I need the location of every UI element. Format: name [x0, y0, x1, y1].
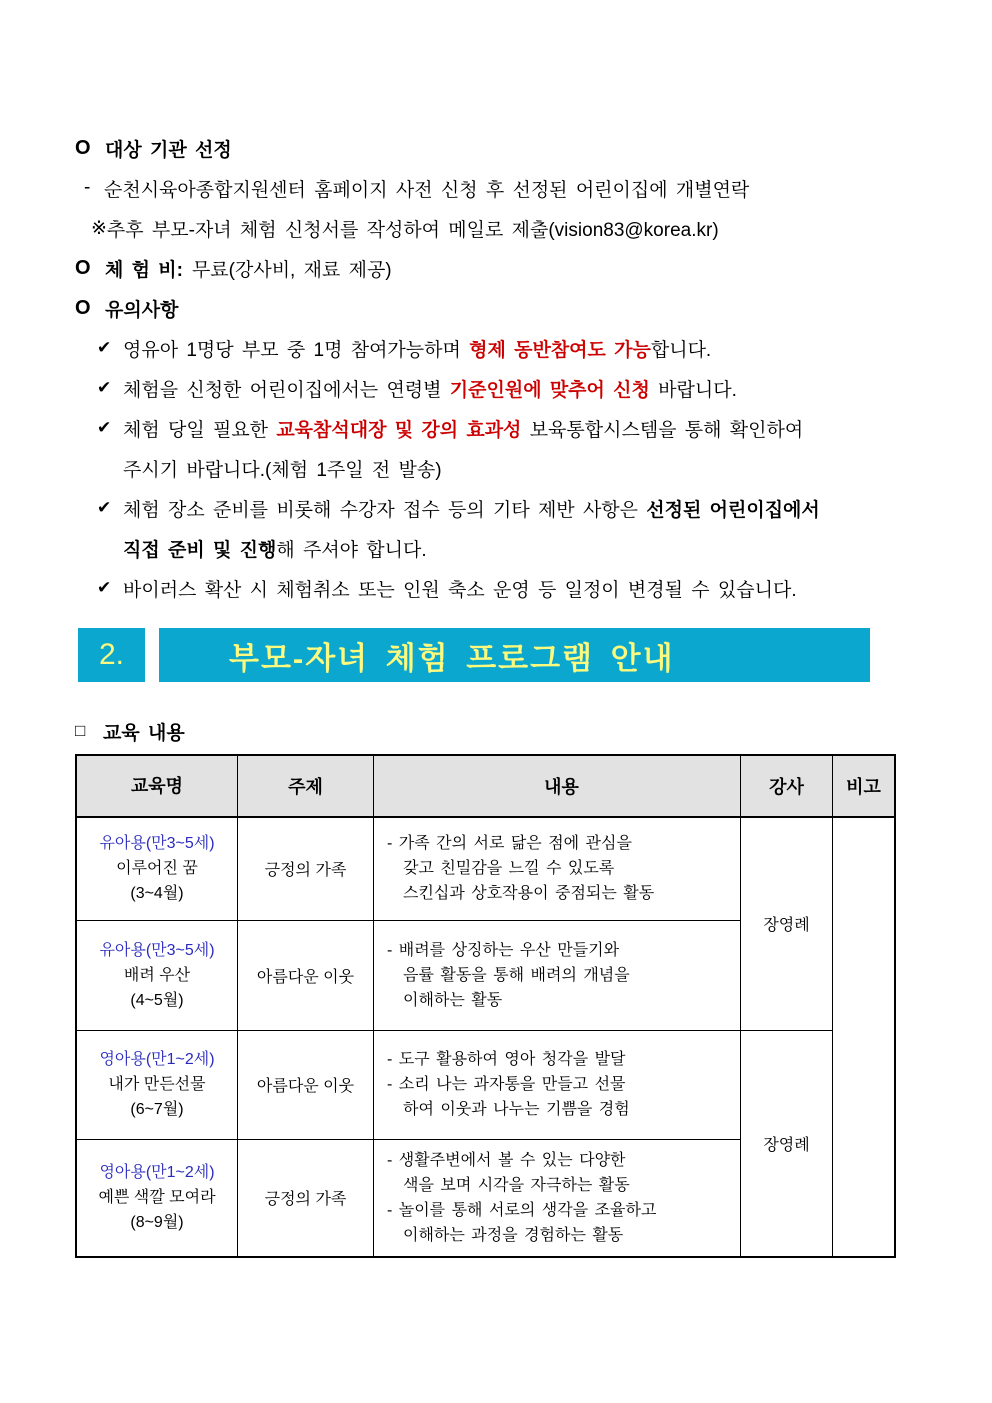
check-bullet: ✔: [97, 418, 112, 437]
caution-text: 체험 당일 필요한 교육참석대장 및 강의 효과성 보육통합시스템을 통해 확인하여: [123, 419, 804, 441]
emphasis-bold-text: 선정된 어린이집에서: [646, 499, 820, 521]
topic-cell: 아름다운 이웃: [238, 920, 374, 1030]
caution-text: 영유아 1명당 부모 중 1명 참여가능하며 형제 동반참여도 가능합니다.: [123, 339, 712, 361]
caution-item: [75, 328, 952, 368]
col-header-instructor: 강사: [741, 755, 833, 817]
check-bullet: ✔: [97, 578, 112, 597]
remark-cell: [833, 817, 896, 1257]
topic-cell: 긍정의 가족: [238, 1139, 374, 1257]
square-bullet: □: [75, 721, 86, 740]
emphasis-red-text: 기준인원에 맞추어 신청: [449, 379, 650, 401]
fee-line: [75, 248, 952, 288]
caution-text: 체험을 신청한 어린이집에서는 연령별 기준인원에 맞추어 신청 바랍니다.: [123, 379, 737, 401]
circle-bullet: O: [75, 296, 91, 319]
target-heading-line: [75, 128, 952, 168]
caution-item: [75, 488, 952, 528]
caution-heading-line: [75, 288, 952, 328]
target-sub-line: [75, 168, 952, 208]
col-header-topic: 주제: [238, 755, 374, 817]
fee-label: 체 험 비:: [105, 259, 183, 281]
check-bullet: ✔: [97, 498, 112, 517]
content-cell: - 가족 간의 서로 닮은 점에 관심을 갖고 친밀감을 느낄 수 있도록 스킨십과 상호작용이 중점되는 활동: [374, 817, 741, 920]
dash-bullet: -: [84, 177, 91, 198]
course-name-cell: 유아용(만3~5세) 배려 우산 (4~5월): [76, 920, 238, 1030]
table-heading: [75, 716, 952, 746]
emphasis-bold-text: 직접 준비 및 진행: [123, 539, 277, 561]
circle-bullet: O: [75, 256, 91, 279]
topic-cell: 아름다운 이웃: [238, 1030, 374, 1139]
caution-continuation: 직접 준비 및 진행해 주셔야 합니다.: [123, 539, 427, 561]
caution-text: 바이러스 확산 시 체험취소 또는 인원 축소 운영 등 일정이 변경될 수 있습니다.: [123, 579, 797, 601]
table-row: [76, 817, 895, 920]
section-title-box: 부모-자녀 체험 프로그램 안내: [159, 628, 870, 682]
content-cell: - 생활주변에서 볼 수 있는 다양한 색을 보며 시각을 자극하는 활동 - 놀이를 통해 서로의 생각을 조율하고 이해하는 과정을 경험하는 활동: [374, 1139, 741, 1257]
caution-item: [75, 568, 952, 608]
target-sub-text: 순천시육아종합지원센터 홈페이지 사전 신청 후 선정된 어린이집에 개별연락: [104, 179, 750, 201]
circle-bullet: O: [75, 136, 91, 159]
caution-text: 체험 장소 준비를 비롯해 수강자 접수 등의 기타 제반 사항은 선정된 어린이집에서: [123, 499, 820, 521]
target-note-line: [75, 208, 952, 248]
target-heading-text: 대상 기관 선정: [105, 139, 232, 161]
instructor-cell: 장영례: [741, 817, 833, 1030]
check-bullet: ✔: [97, 378, 112, 397]
section-number-box: 2.: [78, 628, 145, 682]
emphasis-red-text: 교육참석대장 및 강의 효과성: [276, 419, 522, 441]
course-age-label: 유아용(만3~5세): [99, 941, 215, 959]
check-bullet: ✔: [97, 338, 112, 357]
table-row: [76, 1030, 895, 1139]
col-header-content: 내용: [374, 755, 741, 817]
target-note-text: 추후 부모-자녀 체험 신청서를 작성하여 메일로 제출(vision83@korea.kr): [106, 219, 719, 241]
fee-value: 무료(강사비, 재료 제공): [191, 259, 392, 281]
content-cell: - 도구 활용하여 영아 청각을 발달 - 소리 나는 과자통을 만들고 선물 하여 이웃과 나누는 기쁨을 경험: [374, 1030, 741, 1139]
education-table: [75, 754, 896, 1258]
col-header-course: 교육명: [76, 755, 238, 817]
caution-item: [75, 408, 952, 448]
emphasis-red-text: 형제 동반참여도 가능: [469, 339, 651, 361]
course-age-label: 영아용(만1~2세): [99, 1164, 215, 1182]
course-name-cell: 유아용(만3~5세) 이루어진 꿈 (3~4월): [76, 817, 238, 920]
course-name-cell: 영아용(만1~2세) 내가 만든선물 (6~7월): [76, 1030, 238, 1139]
caution-continuation: 주시기 바랍니다.(체험 1주일 전 발송): [123, 459, 442, 481]
reference-mark: ※: [91, 217, 107, 239]
instructor-cell: 장영례: [741, 1030, 833, 1257]
course-name-cell: 영아용(만1~2세) 예쁜 색깔 모여라 (8~9월): [76, 1139, 238, 1257]
course-age-label: 영아용(만1~2세): [99, 1051, 215, 1068]
content-cell: - 배려를 상징하는 우산 만들기와 음률 활동을 통해 배려의 개념을 이해하는 활동: [374, 920, 741, 1030]
caution-heading-text: 유의사항: [105, 299, 179, 321]
table-header-row: [76, 755, 895, 817]
topic-cell: 긍정의 가족: [238, 817, 374, 920]
course-age-label: 유아용(만3~5세): [99, 835, 215, 853]
section-banner: [78, 628, 952, 682]
col-header-remark: 비고: [833, 755, 896, 817]
caution-item: [75, 368, 952, 408]
table-heading-text: 교육 내용: [103, 722, 185, 744]
